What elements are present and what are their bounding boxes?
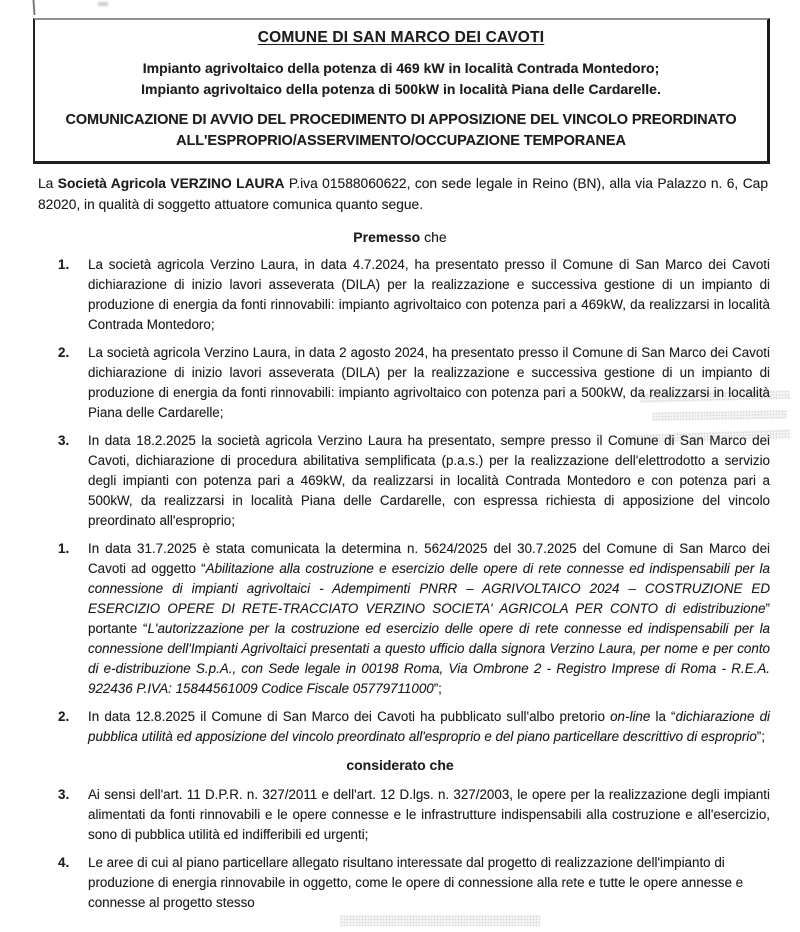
premesso-list [0, 255, 800, 913]
intro-paragraph [38, 173, 768, 215]
premesso-bold: Premesso [353, 229, 421, 245]
list-item [58, 539, 770, 699]
italic-quote: Abilitazione alla costruzione e esercizio delle opere di rete connesse ed indispensabili per la connessione di impianti agrivoltaici - Adempimenti PNRR – AGRIVOLTAICO 2024 – COSTRUZIONE ED ESERCIZIO OPERE DI RETE-TRACCIATO VERZINO SOCIETA' AGRICOLA PER CONTO di edistribuzione [88, 561, 770, 616]
list-item-number: 3. [58, 433, 70, 448]
text-run: ” portante “ [88, 601, 770, 636]
list-item-text: Le aree di cui al piano particellare allegato risultano interessate dal progetto di realizzazione dell'impianto di produzione di energia rinnovabile in oggetto, come le opere di connessione alla rete e tutte le opere annesse e connesse al progetto stesso [88, 855, 744, 910]
scan-artifact-corner-dot [98, 2, 108, 6]
list-item-number: 4. [58, 855, 70, 870]
intro-rest: P.iva 01588060622, con sede legale in Reino (BN), alla via Palazzo n. 6, Cap 82020, in qualità di soggetto attuatore comunica quanto segue. [38, 176, 769, 212]
bleed-through-smudge [340, 915, 540, 926]
section-heading-considerato [0, 755, 800, 775]
document-title: COMUNE DI SAN MARCO DEI CAVOTI [257, 29, 545, 46]
text-run: ”; [433, 681, 442, 696]
italic-term: on-line [610, 709, 651, 724]
list-item-number: 2. [58, 345, 70, 360]
text-run: la “ [650, 709, 676, 724]
list-item-text: Ai sensi dell'art. 11 D.P.R. n. 327/2011 e dell'art. 12 D.lgs. n. 327/2003, le opere per la realizzazione degli impianti alimentati da fonti rinnovabili e le opere connesse e le infrastrutture indispensabili alla costruzione e all'esercizio, sono di pubblica utilità ed indifferibili ed urgenti; [88, 787, 770, 842]
section-heading-premesso [0, 227, 800, 247]
list-item-number: 1. [58, 541, 70, 556]
list-item [58, 431, 770, 531]
italic-quote: dichiarazione di pubblica utilità ed apposizione del vincolo preordinato all'esproprio e del piano particellare descrittivo di esproprio [88, 709, 770, 744]
list-item-text: In data 18.2.2025 la società agricola Verzino Laura ha presentato, sempre presso il Comune di San Marco dei Cavoti, dichiarazione di procedura abilitativa semplificata (p.a.s.) per la realizzazione dell'elettrodotto a servizio degli impianti con potenza pari a 469kW, da realizzarsi in località Contrada Montedoro e con potenza pari a 500kW, da realizzarsi in località Piana delle Cardarelle, con espressa richiesta di apposizione del vincolo preordinato all'esproprio; [88, 433, 770, 528]
list-item [58, 785, 770, 845]
list-item-number: 3. [58, 787, 70, 802]
list-item [58, 853, 770, 913]
subtitle-line-1: Impianto agrivoltaico della potenza di 469 kW in località Contrada Montedoro; [142, 60, 660, 76]
intro-prefix: La [38, 176, 58, 191]
header-box [33, 18, 770, 164]
list-item [58, 255, 770, 335]
text-run: ”; [756, 729, 765, 744]
text-run: In data 12.8.2025 il Comune di San Marco dei Cavoti ha pubblicato sull'albo pretorio [88, 709, 611, 724]
notice-heading [43, 110, 759, 152]
text-run: In data 31.7.2025 è stata comunicata la determina n. 5624/2025 del 30.7.2025 del Comune di San Marco dei Cavoti ad oggetto “ [88, 541, 770, 576]
list-item-number: 1. [58, 257, 70, 272]
scan-artifact-corner-tick [32, 0, 35, 15]
list-item-text [88, 707, 770, 747]
notice-line-1: COMUNICAZIONE DI AVVIO DEL PROCEDIMENTO DI APPOSIZIONE DEL VINCOLO PREORDINATO [65, 112, 737, 128]
notice-line-2: ALL'ESPROPRIO/ASSERVIMENTO/OCCUPAZIONE TEMPORANEA [176, 133, 626, 149]
list-item [58, 343, 770, 423]
list-item-text: La società agricola Verzino Laura, in data 4.7.2024, ha presentato presso il Comune di San Marco dei Cavoti dichiarazione di inizio lavori asseverata (DILA) per la realizzazione e successiva gestione di un impianto di produzione di energia da fonti rinnovabili: impianto agrivoltaico con potenza pari a 469kW, da realizzarsi in località Contrada Montedoro; [88, 257, 770, 332]
list-item [58, 707, 770, 747]
subtitle-line-2: Impianto agrivoltaico della potenza di 500kW in località Piana delle Cardarelle. [141, 81, 661, 97]
list-item-number: 2. [58, 709, 70, 724]
list-item-text: La società agricola Verzino Laura, in data 2 agosto 2024, ha presentato presso il Comune di San Marco dei Cavoti dichiarazione di inizio lavori asseverata (DILA) per la realizzazione e successiva gestione di un impianto di produzione di energia da fonti rinnovabili: impianto agrivoltaico con potenza pari a 500kW, da realizzarsi in località Piana delle Cardarelle; [88, 345, 770, 420]
list-item-text [88, 539, 770, 699]
italic-quote: L'autorizzazione per la costruzione ed esercizio delle opere di rete connesse ed indispensabili per la connessione dell'Impianti Agrivoltaici presentati a questo ufficio dalla signora Verzino Laura, per nome e per conto di e-distribuzione S.p.A., con Sede legale in 00198 Roma, Via Ombrone 2 - Registro Imprese di Roma - R.E.A. 922436 P.IVA: 15844561009 Codice Fiscale 05779711000 [88, 621, 770, 696]
considerato-label: considerato che [346, 757, 454, 773]
premesso-rest: che [420, 229, 447, 245]
company-name: Società Agricola VERZINO LAURA [57, 176, 285, 191]
